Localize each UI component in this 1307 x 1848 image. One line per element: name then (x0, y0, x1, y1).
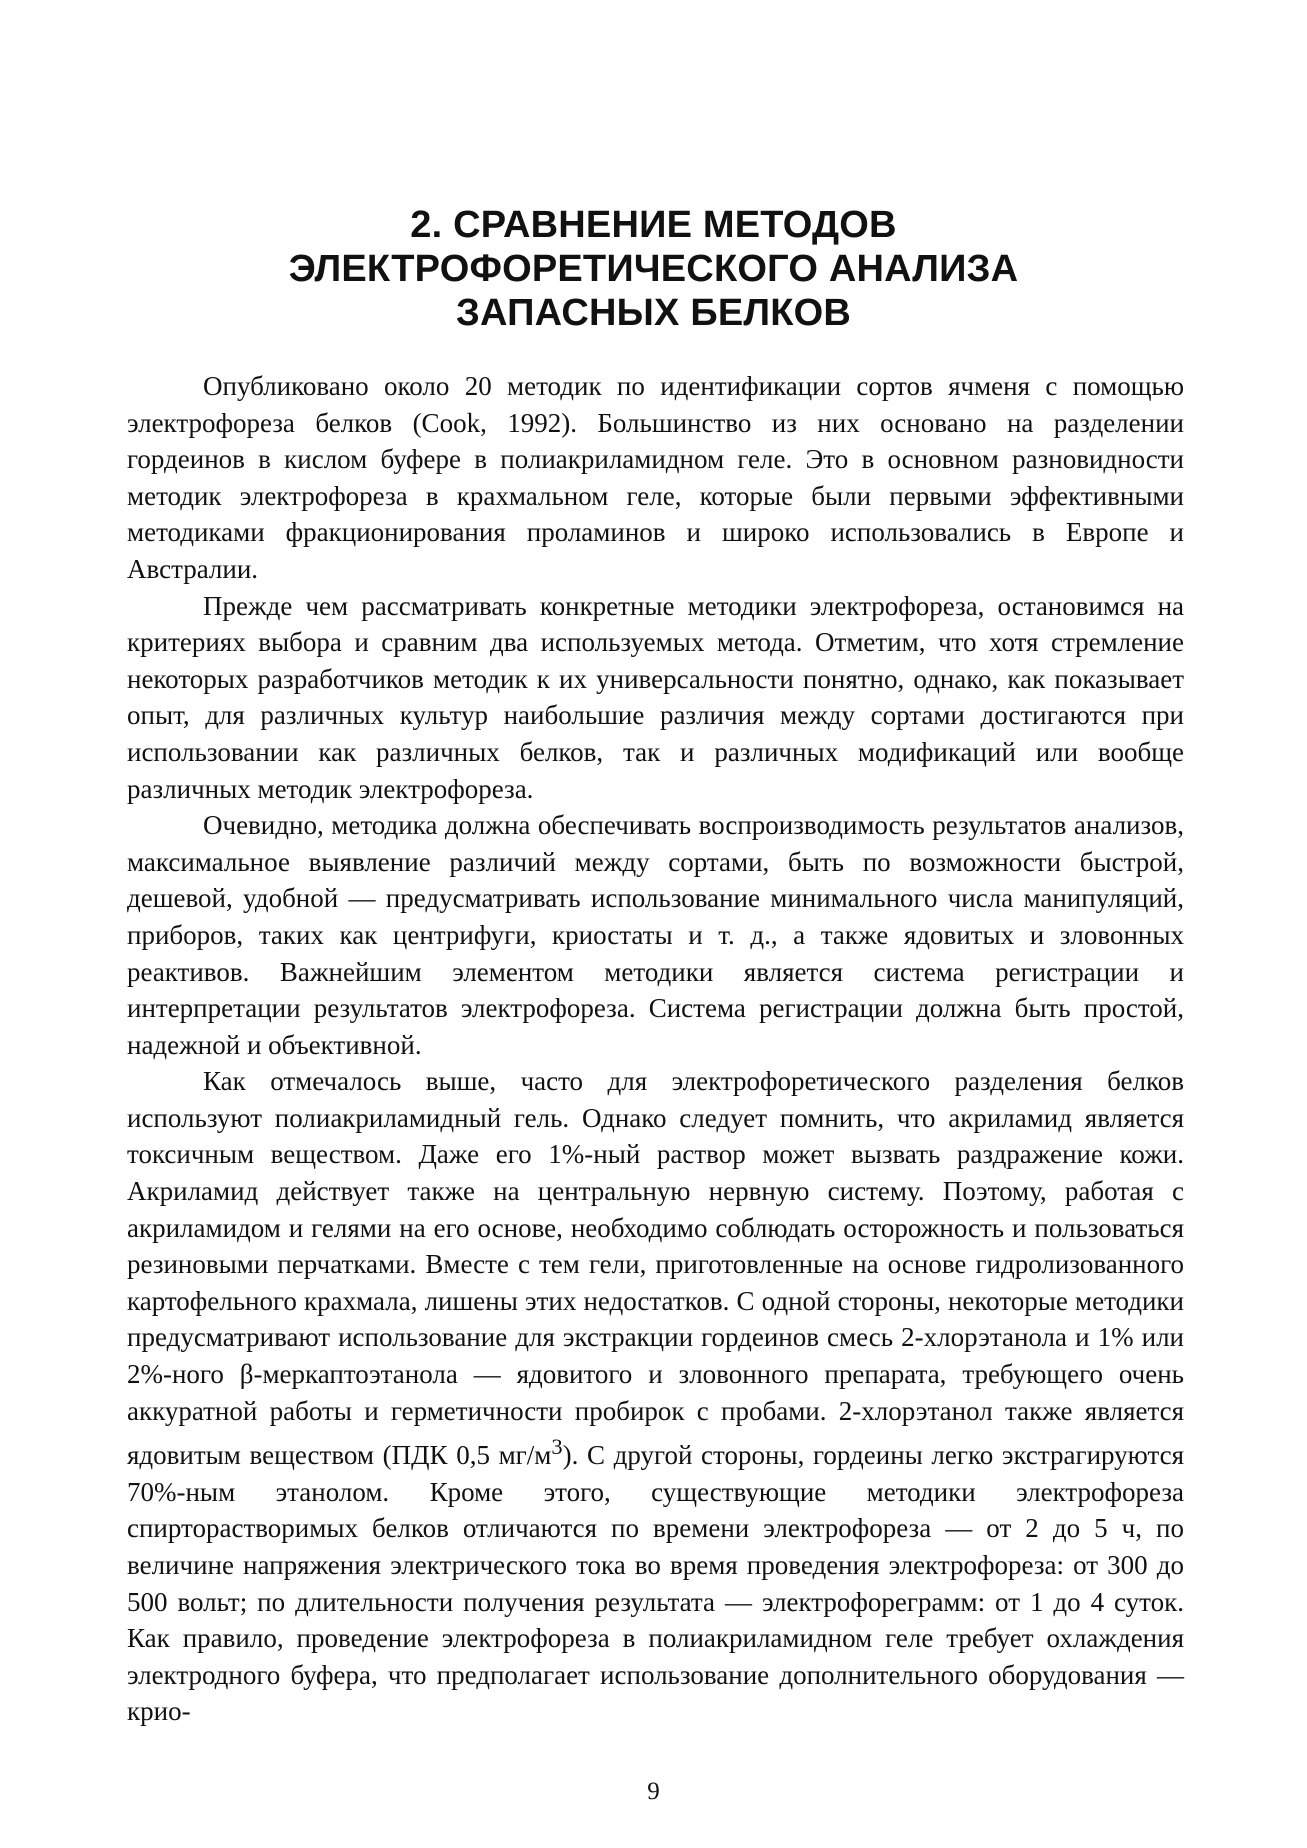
paragraph-4-text-start: Как отмечалось выше, часто для электрофоретического разделения белков используют полиакриламидный гель. Однако следует помнить, что акриламид является токсичным веществом. Даже его 1%-ный раствор может вызвать раздражение кожи. Акриламид действует также на центральную нервную систему. Поэтому, работая с акриламидом и гелями на его основе, необходимо соблюдать осторожность и пользоваться резиновыми перчатками. Вместе с тем гели, приготовленные на основе гидролизованного картофельного крахмала, лишены этих недостатков. С одной стороны, некоторые методики предусматривают использование для экстракции гордеинов смесь 2-хлорэтанола и 1% или 2%-ного β-меркаптоэтанола — ядовитого и зловонного препарата, требующего очень аккуратной работы и герметичности пробирок с пробами. 2-хлорэтанол также является ядовитым веществом (ПДК 0,5 мг/м (127, 1066, 1184, 1471)
chapter-title (180, 203, 1127, 335)
chapter-title-line-3: ЗАПАСНЫХ БЕЛКОВ (455, 292, 852, 334)
paragraph-2: Прежде чем рассматривать конкретные методики электрофореза, остановимся на критериях выбора и сравним два используемых метода. Отметим, что хотя стремление некоторых разработчиков методик к их универсальности понятно, однако, как показывает опыт, для различных культур наибольшие различия между сортами достигаются при использовании как различных белков, так и различных модификаций или вообще различных методик электрофореза. (127, 590, 1184, 804)
cubic-superscript: 3 (551, 1434, 563, 1460)
chapter-title-line-2: ЭЛЕКТРОФОРЕТИЧЕСКОГО АНАЛИЗА (288, 248, 1019, 290)
paragraph-4 (127, 1063, 1184, 1730)
page-number: 9 (647, 1778, 660, 1805)
paragraph-1: Опубликовано около 20 методик по идентификации сортов ячменя с помощью электрофореза белков (Cook, 1992). Большинство из них основано на разделении гордеинов в кислом буфере в полиакриламидном геле. Это в основном разновидности методик электрофореза в крахмальном геле, которые были первыми эффективными методиками фракционирования проламинов и широко использовались в Европе и Австралии. (127, 371, 1184, 584)
paragraph-3: Очевидно, методика должна обеспечивать воспроизводимость результатов анализов, максимальное выявление различий между сортами, быть по возможности быстрой, дешевой, удобной — предусматривать использование минимального числа манипуляций, приборов, таких как центрифуги, криостаты и т. д., а также ядовитых и зловонных реактивов. Важнейшим элементом методики является система регистрации и интерпретации результатов электрофореза. Система регистрации должна быть простой, надежной и объективной. (127, 810, 1184, 1060)
paragraph-4-text-end: ). С другой стороны, гордеины легко экстрагируются 70%-ным этанолом. Кроме этого, существующие методики электрофореза спирторастворимых белков отличаются по времени электрофореза — от 2 до 5 ч, по величине напряжения электрического тока во время проведения электрофореза: от 300 до 500 вольт; по длительности получения результата — электрофореграмм: от 1 до 4 суток. Как правило, проведение электрофореза в полиакриламидном геле требует охлаждения электродного буфера, что предполагает использование дополнительного оборудования — крио- (127, 1440, 1185, 1727)
chapter-title-line-1: 2. СРАВНЕНИЕ МЕТОДОВ (410, 204, 897, 246)
body-text (127, 368, 1184, 1730)
